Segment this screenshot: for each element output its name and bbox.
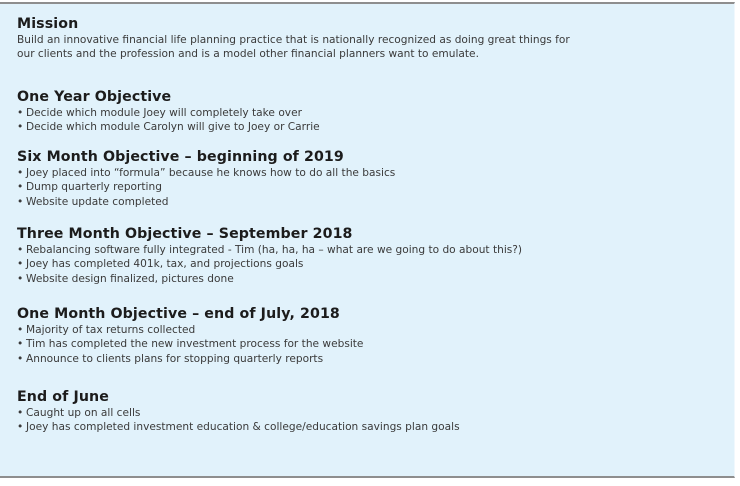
mission-text-line-1: Build an innovative financial life planning practice that is nationally recognized as doing great things for — [17, 34, 570, 46]
section-heading: End of June — [17, 389, 109, 405]
list-item — [17, 195, 734, 209]
list-item — [17, 180, 734, 194]
mission-text-line-2: our clients and the profession and is a model other financial planners want to emulate. — [17, 48, 479, 60]
list-item-text: Rebalancing software fully integrated - Tim (ha, ha, ha – what are we going to do about this?) — [26, 244, 523, 256]
list-item-text: Decide which module Carolyn will give to Joey or Carrie — [26, 121, 320, 134]
list-item — [17, 120, 734, 134]
list-item-text: Decide which module Joey will completely take over — [26, 107, 302, 119]
list-item — [17, 337, 734, 351]
bullet-icon: • — [17, 324, 24, 336]
list-item-text: Website update completed — [26, 195, 169, 208]
list-item-text: Announce to clients plans for stopping quarterly reports — [26, 352, 324, 365]
objective-list — [17, 323, 734, 366]
bullet-icon: • — [17, 421, 24, 434]
end-of-june-section — [17, 389, 734, 439]
three-month-objective-section — [17, 226, 734, 306]
mission-heading: Mission — [17, 16, 79, 32]
bullet-icon: • — [17, 352, 24, 365]
bullet-icon: • — [17, 258, 24, 271]
objectives-panel — [0, 2, 735, 478]
list-item — [17, 420, 734, 434]
list-item — [17, 106, 734, 120]
bullet-icon: • — [17, 167, 24, 179]
objective-list — [17, 106, 734, 135]
section-heading: One Month Objective – end of July, 2018 — [17, 306, 340, 322]
bullet-icon: • — [17, 107, 24, 119]
list-item-text: Website design finalized, pictures done — [26, 272, 234, 285]
objective-list — [17, 243, 734, 286]
bullet-icon: • — [17, 195, 24, 208]
list-item-text: Joey has completed 401k, tax, and projections goals — [26, 258, 304, 271]
bullet-icon: • — [17, 338, 24, 351]
bullet-icon: • — [17, 181, 24, 194]
list-item — [17, 166, 734, 180]
list-item — [17, 406, 734, 420]
list-item — [17, 243, 734, 257]
bullet-icon: • — [17, 121, 24, 134]
list-item-text: Caught up on all cells — [26, 407, 141, 419]
six-month-objective-section — [17, 149, 734, 226]
mission-section — [17, 16, 734, 89]
one-year-objective-section — [17, 89, 734, 149]
list-item-text: Joey has completed investment education & college/education savings plan goals — [26, 421, 460, 434]
list-item-text: Majority of tax returns collected — [26, 324, 196, 336]
section-heading: Six Month Objective – beginning of 2019 — [17, 149, 344, 165]
objective-list — [17, 406, 734, 435]
list-item-text: Joey placed into “formula” because he knows how to do all the basics — [26, 167, 396, 179]
list-item — [17, 257, 734, 271]
objective-list — [17, 166, 734, 209]
list-item — [17, 272, 734, 286]
list-item-text: Dump quarterly reporting — [26, 181, 162, 194]
one-month-objective-section — [17, 306, 734, 389]
bullet-icon: • — [17, 272, 24, 285]
list-item — [17, 323, 734, 337]
section-heading: One Year Objective — [17, 89, 172, 105]
list-item-text: Tim has completed the new investment process for the website — [26, 338, 364, 351]
bullet-icon: • — [17, 244, 24, 256]
bullet-icon: • — [17, 407, 24, 419]
list-item — [17, 352, 734, 366]
section-heading: Three Month Objective – September 2018 — [17, 226, 353, 242]
